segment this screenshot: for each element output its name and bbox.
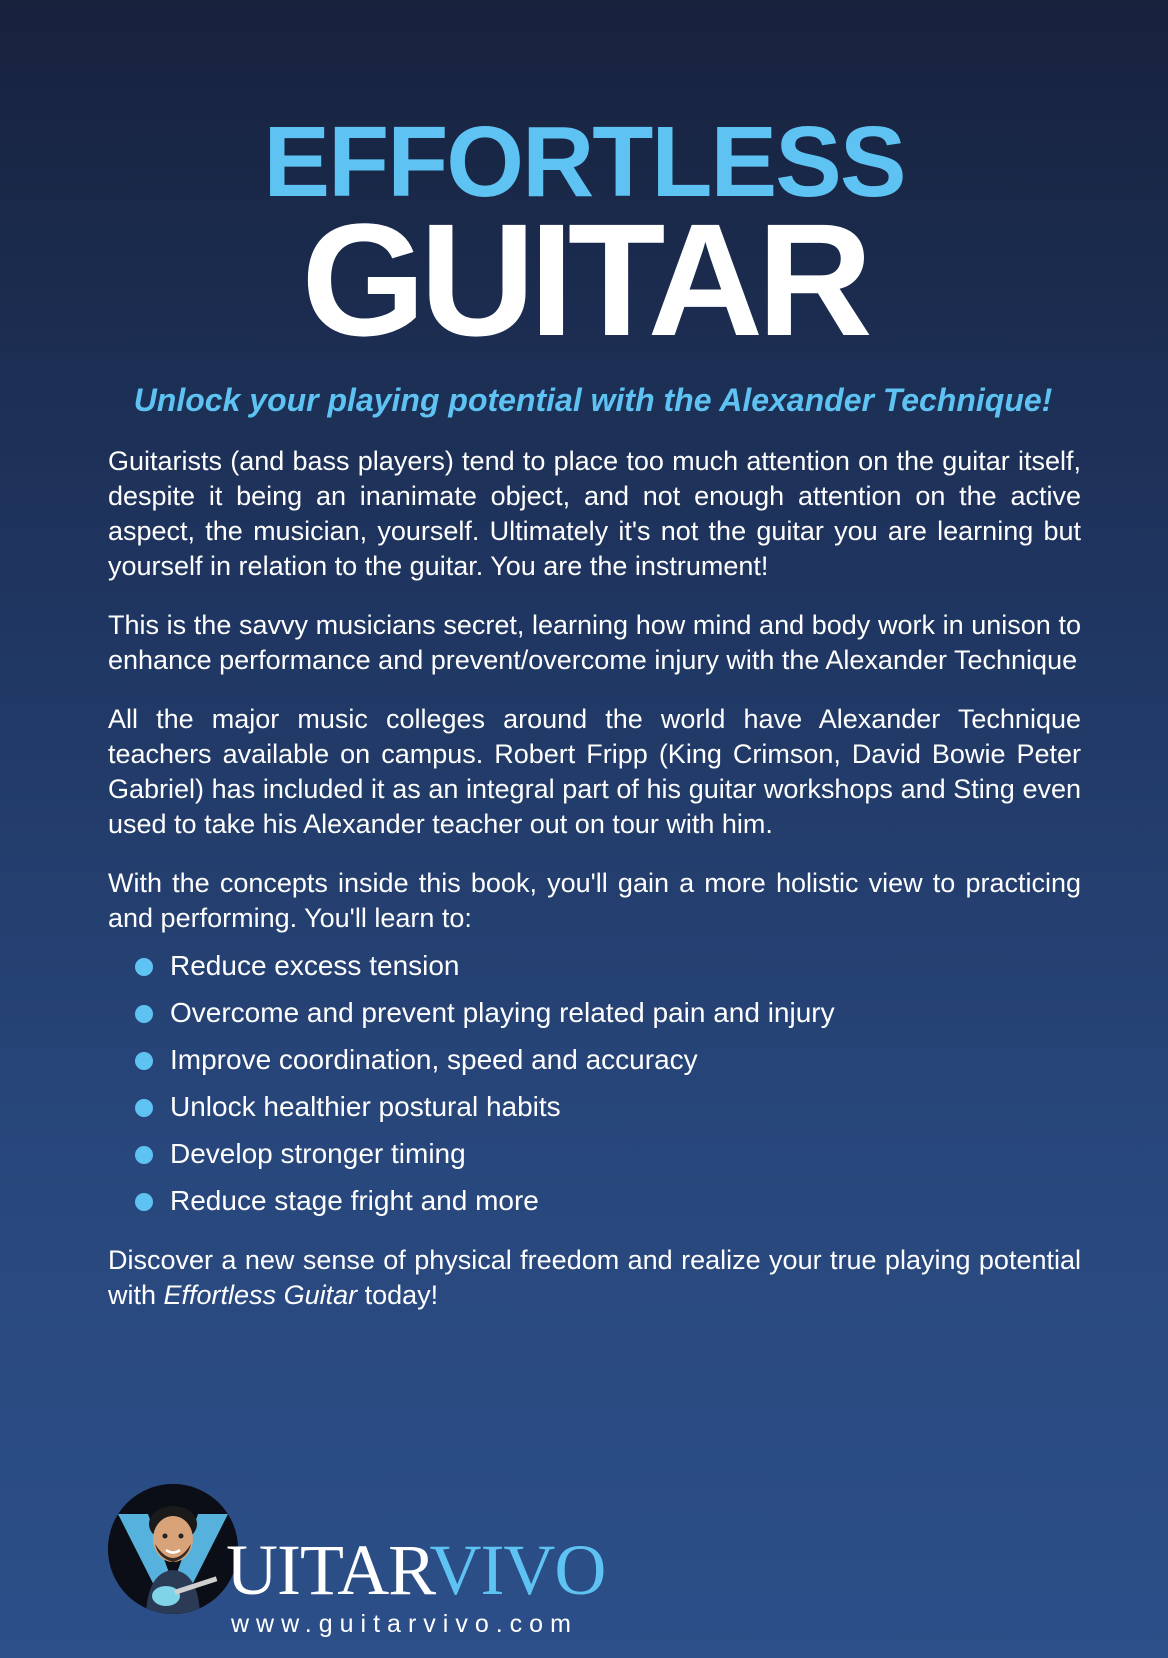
paragraph-2: This is the savvy musicians secret, learning how mind and body work in unison to enhance performance and prevent/overcome injury with the Alexander Technique <box>108 610 1081 675</box>
bullet-text: Unlock healthier postural habits <box>170 1091 561 1122</box>
bullet-text: Develop stronger timing <box>170 1138 466 1169</box>
bullet-icon <box>135 958 153 976</box>
list-item <box>108 948 1081 984</box>
benefits-list <box>108 948 1081 1219</box>
bullet-text: Improve coordination, speed and accuracy <box>170 1044 698 1075</box>
description-text <box>108 444 1081 1337</box>
guitarvivo-logo <box>108 1484 628 1644</box>
bullet-icon <box>135 1193 153 1211</box>
list-item <box>108 1183 1081 1219</box>
closing-paragraph <box>108 1243 1081 1313</box>
list-item <box>108 1136 1081 1172</box>
bullet-icon <box>135 1005 153 1023</box>
bullet-icon <box>135 1146 153 1164</box>
guitarist-avatar-badge-icon <box>108 1484 238 1614</box>
closing-text-end: today! <box>357 1280 439 1310</box>
bullet-text: Reduce stage fright and more <box>170 1185 539 1216</box>
logo-word-vivo: VIVO <box>429 1530 606 1610</box>
website-url: www.guitarvivo.com <box>231 1610 578 1638</box>
bullet-icon <box>135 1052 153 1070</box>
list-item <box>108 995 1081 1031</box>
title-guitar: GUITAR <box>301 190 867 369</box>
bullet-icon <box>135 1099 153 1117</box>
closing-text-start: Discover a new sense of physical freedom and realize your true playing potential with <box>108 1245 1081 1310</box>
list-item <box>108 1042 1081 1078</box>
paragraph-4: With the concepts inside this book, you'll gain a more holistic view to practicing and performing. You'll learn to: <box>108 868 1081 933</box>
bullet-text: Overcome and prevent playing related pain and injury <box>170 997 835 1028</box>
bullet-text: Reduce excess tension <box>170 950 460 981</box>
closing-book-title: Effortless Guitar <box>163 1280 358 1310</box>
paragraph-3: All the major music colleges around the world have Alexander Technique teachers available on campus. Robert Fripp (King Crimson, David Bowie Peter Gabriel) has included it as an integral part of his guitar workshops and Sting even used to take his Alexander teacher out on tour with him. <box>108 704 1081 839</box>
list-item <box>108 1089 1081 1125</box>
paragraph-1: Guitarists (and bass players) tend to place too much attention on the guitar itself, despite it being an inanimate object, and not enough attention on the active aspect, the musician, yourself. Ultimately it's not the guitar you are learning but yourself in relation to the guitar. You are the instrument! <box>108 446 1081 581</box>
subtitle: Unlock your playing potential with the Alexander Technique! <box>133 382 1053 418</box>
logo-wordmark <box>226 1530 606 1610</box>
logo-word-guitar: UITAR <box>226 1530 430 1610</box>
title-effortless: EFFORTLESS <box>263 106 905 218</box>
